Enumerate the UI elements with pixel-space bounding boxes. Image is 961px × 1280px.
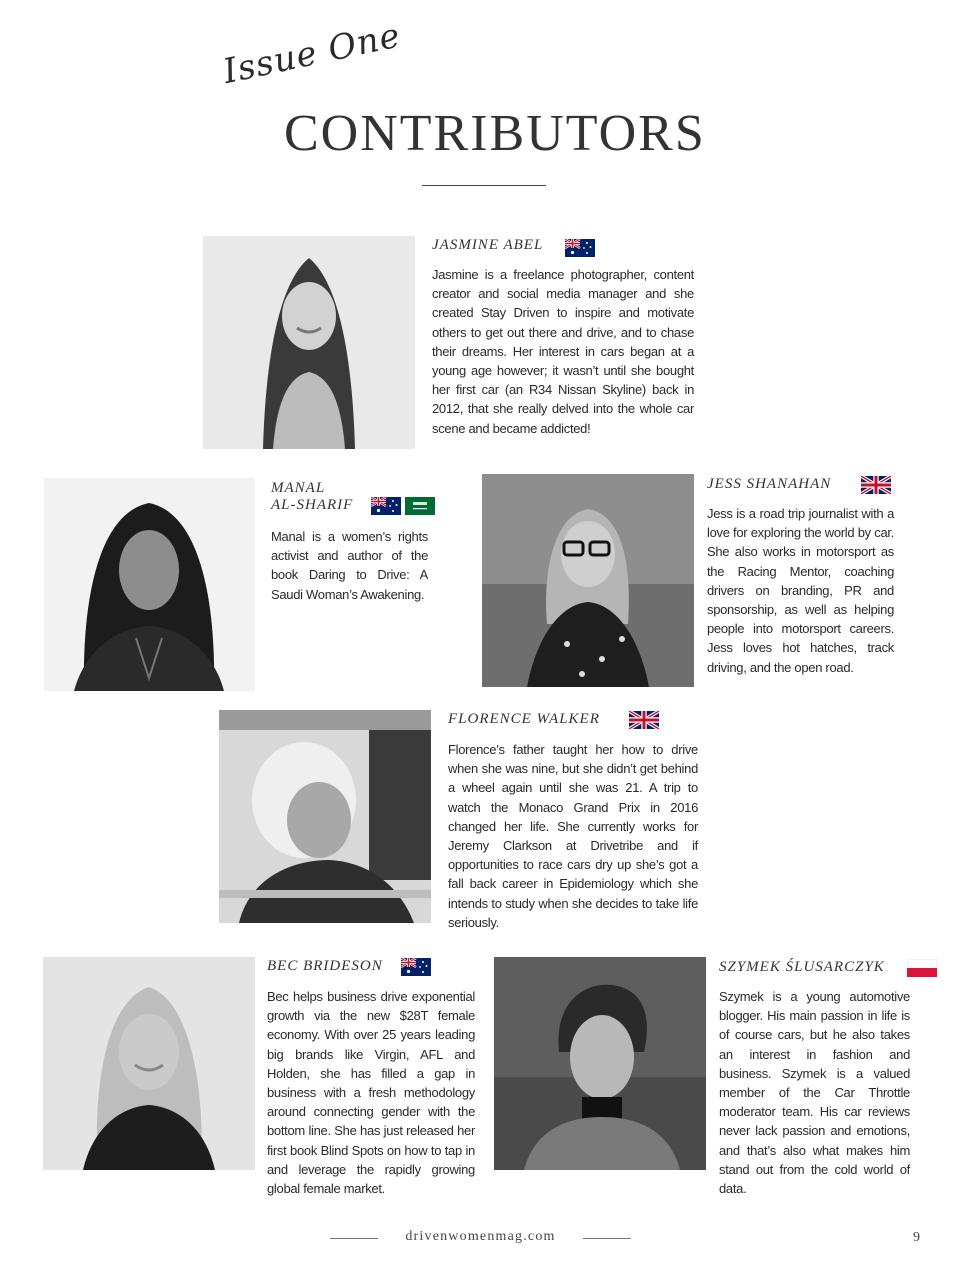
saudi-arabia-flag-icon [405, 497, 435, 515]
jess-shanahan-photo [482, 474, 694, 687]
jasmine-abel-photo [203, 236, 415, 449]
contributor-name: BEC BRIDESON [267, 958, 383, 974]
contributor-bio: Bec helps business drive exponential growth via the new $28T female economy. With over 25 years leading big brands like Virgin, AFL and Holden, she has filled a gap in business with a fresh methodology around connecting gender with the bottom line. She has just released her first book Blind Spots on how to tap in and leverage the rapidly growing global female market. [267, 989, 475, 1197]
contributor-bio: Jess is a road trip journalist with a love for exploring the world by car. She also works in motorsport as the Racing Mentor, coaching drivers on branding, PR and sponsorship, as well as helping people into motorsport careers. Jess loves hot hatches, track driving, and the open road. [707, 506, 894, 675]
footer-rule-left [330, 1238, 378, 1239]
contributor-name: JASMINE ABEL [432, 237, 544, 253]
footer-rule-right [583, 1238, 631, 1239]
florence-walker-photo [219, 710, 431, 923]
footer-website-link[interactable]: drivenwomenmag.com [405, 1229, 556, 1244]
contributor-name: SZYMEK ŚLUSARCZYK [719, 959, 885, 975]
uk-flag-icon [629, 711, 659, 729]
contributor-bio: Florence’s father taught her how to drive when she was nine, but she didn’t get behind a wheel again until she was 21. A trip to watch the Monaco Grand Prix in 2016 changed her life. She currently works for Jeremy Clarkson at Drivetribe and if opportunities to race cars dry up she’s got a fall back career in Epidemiology which she intends to study when she decides to take life seriously. [448, 742, 698, 930]
contributor-name: FLORENCE WALKER [448, 711, 600, 727]
manal-al-sharif-photo [44, 478, 255, 691]
title-divider [422, 185, 546, 186]
page-number: 9 [913, 1230, 920, 1245]
contributor-bio: Jasmine is a freelance photographer, content creator and social media manager and she created Stay Driven to inspire and motivate others to get out there and drive, and to chase their dreams. Her interest in cars began at a young age however; it wasn’t until she bought her first car (an R34 Nissan Skyline) back in 2012, that she really delved into the whole car scene and became addicted! [432, 267, 694, 436]
contributor-name: MANAL AL-SHARIF [271, 480, 354, 513]
contributor-bio: Szymek is a young automotive blogger. His main passion in life is of course cars, but he also takes an interest in fashion and business. Szymek is a valued member of the Car Throttle moderator team. His car reviews never lack passion and emotions, and that’s also what makes him stand out from the cold world of data. [719, 989, 910, 1197]
australia-flag-icon [565, 239, 595, 257]
uk-flag-icon [861, 476, 891, 494]
poland-flag-icon [907, 959, 937, 977]
page-title: CONTRIBUTORS [284, 105, 706, 162]
issue-script-title: Issue One [219, 15, 405, 92]
australia-flag-icon [371, 497, 401, 515]
bec-brideson-photo [43, 957, 255, 1170]
contributor-bio: Manal is a women’s rights activist and author of the book Daring to Drive: A Saudi Woman’s Awakening. [271, 529, 428, 602]
szymek-slusarczyk-photo [494, 957, 706, 1170]
contributor-name: JESS SHANAHAN [707, 476, 832, 492]
australia-flag-icon [401, 958, 431, 976]
